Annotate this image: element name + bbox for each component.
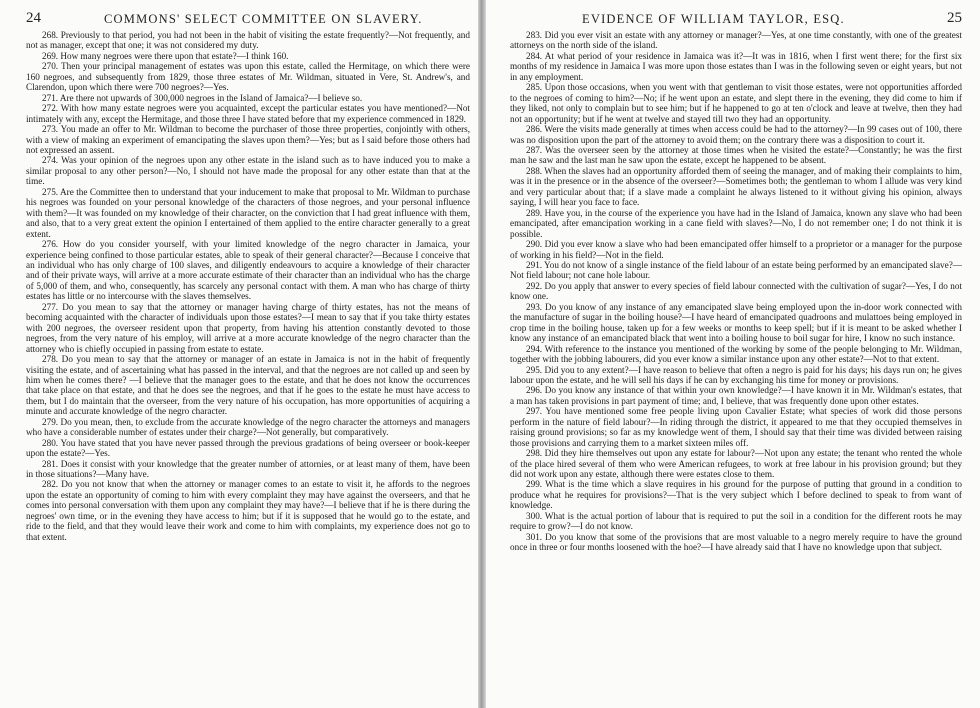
- testimony-paragraph: 298. Did they hire themselves out upon any estate for labour?—Not upon any estate; the tenant who rented the whole of the place hired several of them who were American refugees, to work at free labour in his provision ground; but they did not work upon any estate, although there were estates close to them.: [510, 448, 962, 480]
- testimony-paragraph: 299. What is the time which a slave requires in his ground for the purpose of putting that ground in a condition to produce what he requires for provisions?—That is the very subject which I before declined to speak to from want of knowledge.: [510, 479, 962, 511]
- testimony-paragraph: 293. Do you know of any instance of any emancipated slave being employed upon the in-door work connected with the manufacture of sugar in the boiling house?—I have heard of emancipated quadroons and mulattoes being employed in crop time in the boiling house, taken up for a few weeks or months to keep spell; but if it is meant to be asked whether I know any instance of an emancipated black that went into a boiling house to boil sugar for hire, I know no such instance.: [510, 301, 962, 344]
- testimony-paragraph: 272. With how many estate negroes were you acquainted, except the particular estates you have mentioned?—Not intimately with any, except the Hermitage, and those three I have stated before that my experience commenced in 1829.: [26, 103, 470, 124]
- testimony-paragraph: 284. At what period of your residence in Jamaica was it?—It was in 1816, when I first went there; for the first six months of my residence in Jamaica I was more upon those estates than I was in the following seven or eight years, but not in any employment.: [510, 50, 962, 82]
- testimony-paragraph: 269. How many negroes were there upon that estate?—I think 160.: [42, 50, 289, 61]
- testimony-paragraph: 294. With reference to the instance you mentioned of the working by some of the people belonging to Mr. Wildman, together with the jobbing labourers, did you ever know a similar instance upon any other estate?—Not to that extent.: [510, 343, 962, 365]
- testimony-paragraph: 277. Do you mean to say that the attorney or manager having charge of thirty estates, has not the means of becoming acquainted with the character of individuals upon those estates?—I mean to say that if you take thirty estates with 200 negroes, the overseer resident upon that property, from having his attention constantly devoted to those negroes, from the very nature of his employ, will arrive at a more accurate knowledge of the negro character than the attorney who is chiefly occupied in passing from estate to estate.: [26, 301, 470, 354]
- testimony-paragraph: 276. How do you consider yourself, with your limited knowledge of the negro character in Jamaica, your experience being confined to those particular estates, able to speak of their general character?—Because I conceive that an individual who has only charge of 100 slaves, and diligently endeavours to acquire a knowledge of their character and of their private ways, will arrive at a more accurate estimate of their character than an individual who has the charge of 5,000 of them, and who, consequently, has scarcely any personal contact with them. A man who has charge of thirty estates has little or no intercourse with the slaves themselves.: [26, 239, 470, 302]
- left-page-header: [26, 10, 472, 32]
- testimony-paragraph: 282. Do you not know that when the attorney or manager comes to an estate to visit it, he affords to the negroes upon the estate an opportunity of coming to him with every complaint they may have against the overseers, and that he comes into personal conversation with them upon any complaint they may have?—I believe that if he is there during the negroes' own time, or in the evening they have access to him; but if it is supposed that he would go to the estate, and ride to the field, and that they would leave their work and come to him with complaints, my experience does not go to that extent.: [26, 479, 470, 542]
- testimony-paragraph: 273. You made an offer to Mr. Wildman to become the purchaser of those three properties, conjointly with others, with a view of making an experiment of emancipating the slaves upon them?—Yes; but as I said before those others had not expressed an assent.: [26, 124, 470, 155]
- testimony-paragraph: 287. Was the overseer seen by the attorney at those times when he visited the estate?—Constantly; he was the first man he saw and the last man he saw upon the estate, except he happened to be absent.: [510, 144, 962, 166]
- testimony-paragraph: 291. You do not know of a single instance of the field labour of an estate being performed by an emancipated slave?—Not field labour; not cane hole labour.: [510, 259, 962, 281]
- right-page-header: [510, 10, 962, 32]
- testimony-paragraph: 281. Does it consist with your knowledge that the greater number of attornies, or at least many of them, have been in those situations?—Many have.: [26, 458, 470, 480]
- testimony-paragraph: 300. What is the actual portion of labour that is required to put the soil in a condition for the different roots he may require to grow?—I do not know.: [510, 510, 962, 532]
- testimony-paragraph: 301. Do you know that some of the provisions that are most valuable to a negro merely require to have the ground once in three or four months loosened with the hoe?—I have already said that I have no knowledge upon that subject.: [510, 531, 962, 553]
- right-running-title: EVIDENCE OF WILLIAM TAYLOR, ESQ.: [582, 12, 845, 26]
- testimony-paragraph: 271. Are there not upwards of 300,000 negroes in the Island of Jamaica?—I believe so.: [42, 92, 363, 103]
- testimony-paragraph: 274. Was your opinion of the negroes upon any other estate in the island such as to have induced you to make a similar proposal to any other person?—No, I should not have made the proposal for any other estate than that at the time.: [26, 155, 470, 187]
- testimony-paragraph: 283. Did you ever visit an estate with any attorney or manager?—Yes, at one time constantly, with one of the greatest attorneys on the north side of the island.: [510, 30, 962, 51]
- right-page-body: [510, 30, 962, 706]
- testimony-paragraph: 285. Upon those occasions, when you went with that gentleman to visit those estates, were not opportunities afforded to the negroes of coming to him?—No; if he went upon an estate, and slept there in the evening, they did come to him if they liked, not only to complain but to see him; but if he happened to go at ten o'clock and leave at twelve, then they had not an opportunity; but if he went at twelve and stayed till two they had an opportunity.: [510, 82, 962, 124]
- testimony-paragraph: 286. Were the visits made generally at times when access could be had to the attorney?—In 99 cases out of 100, there was no disposition upon the part of the attorney to avoid them; on the contrary there was a disposition to court it.: [510, 124, 962, 145]
- testimony-paragraph: 296. Do you know any instance of that within your own knowledge?—I have known it in Mr. Wildman's estates, that a man has taken provisions in part payment of time; and, I believe, that was frequently done upon other estates.: [510, 385, 962, 406]
- testimony-paragraph: 280. You have stated that you have never passed through the previous gradations of being overseer or book-keeper upon the estate?—Yes.: [26, 437, 470, 459]
- right-page-number: 25: [947, 10, 962, 26]
- testimony-paragraph: 292. Do you apply that answer to every species of field labour connected with the cultivation of sugar?—Yes, I do not know one.: [510, 280, 962, 302]
- testimony-paragraph: 278. Do you mean to say that the attorney or manager of an estate in Jamaica is not in the habit of frequently visiting the estate, and of ascertaining what has passed in the interval, and that the negroes are not called up and seen by him when he comes there? —I believe that the manager goes to the estate, and that he does not know the occurrences that take place on that estate, and that he does see the negroes, and that if he goes to the estate he must have access to them, but I do maintain that the overseer, from the very nature of his occupation, has more opportunities of acquiring a minute and accurate knowledge of the negro character.: [26, 354, 470, 417]
- testimony-paragraph: 279. Do you mean, then, to exclude from the accurate knowledge of the negro character the attorneys and managers who have a considerable number of estates under their charge?—Not generally, but comparatively.: [26, 416, 470, 438]
- right-page: [484, 0, 980, 708]
- testimony-paragraph: 268. Previously to that period, you had not been in the habit of visiting the estate frequently?—Not frequently, and not as manager, except that one; it was not considered my duty.: [26, 30, 470, 51]
- testimony-paragraph: 295. Did you to any extent?—I have reason to believe that often a negro is paid for his days; his days run on; he gives labour upon the estate, and he will sell his days if he can by exchanging his time for money or provisions.: [510, 364, 962, 385]
- testimony-paragraph: 289. Have you, in the course of the experience you have had in the Island of Jamaica, known any slave who had been emancipated, after emancipation working in a cane field with slaves?—No, I do not remember one; I do not think it is possible.: [510, 207, 962, 239]
- left-page: [0, 0, 480, 708]
- testimony-paragraph: 270. Then your principal management of estates was upon this estate, called the Hermitage, on which there were 160 negroes, and subsequently from 1829, those three estates of Mr. Wildman, situated in Vere, St. Andrew's, and Clarendon, upon which there were 700 negroes?—Yes.: [26, 61, 470, 93]
- left-running-title: COMMONS' SELECT COMMITTEE ON SLAVERY.: [104, 12, 423, 26]
- testimony-paragraph: 288. When the slaves had an opportunity afforded them of seeing the manager, and of making their complaints to him, was it in the presence or in the absence of the overseer?—Sometimes both; the gentleman to whom I allude was very kind and very particular about that; if a slave made a complaint he always listened to it without giving his opinion, always saying, I will hear you face to face.: [510, 165, 962, 208]
- testimony-paragraph: 275. Are the Committee then to understand that your inducement to make that proposal to Mr. Wildman to purchase his negroes was founded on your personal knowledge of the characters of those negroes, and your personal influence with them?—It was founded on my knowledge of their character, on the conviction that I had great influence with them, and also, that to a very great extent the opinion I entertained of them applied to the entire character generally to a great extent.: [26, 186, 470, 239]
- testimony-paragraph: 297. You have mentioned some free people living upon Cavalier Estate; what species of work did those persons perform in the nature of field labour?—In riding through the district, it appeared to me that they occupied themselves in raising ground provisions; so far as my knowledge went of them, I should say that their time was divided between raising those provisions and carrying them to a market sixteen miles off.: [510, 406, 962, 448]
- left-page-number: 24: [26, 10, 41, 26]
- left-page-body: [26, 30, 470, 706]
- testimony-paragraph: 290. Did you ever know a slave who had been emancipated offer himself to a proprietor or a manager for the purpose of working in his field?—Not in the field.: [510, 239, 962, 260]
